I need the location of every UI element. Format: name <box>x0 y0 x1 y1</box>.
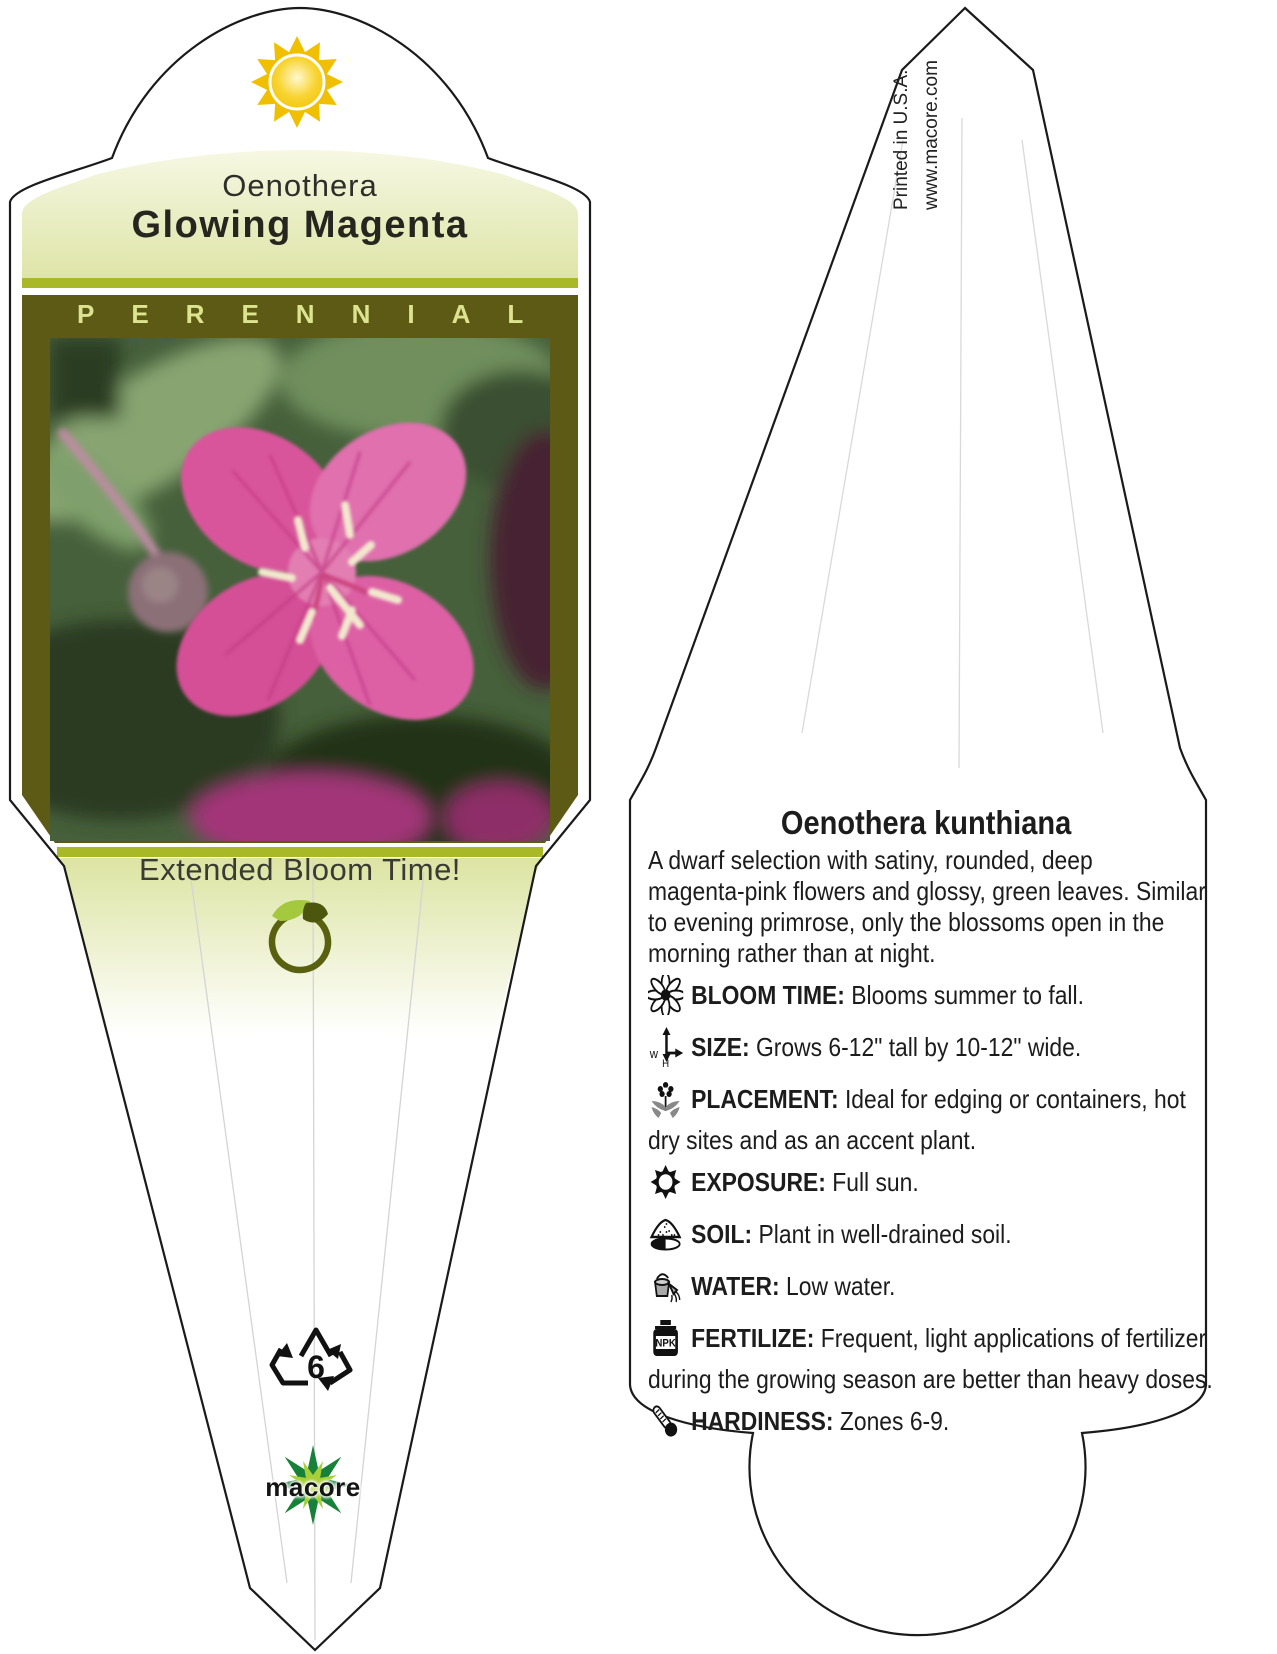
water-icon <box>648 1266 683 1306</box>
soil-icon <box>648 1214 683 1254</box>
care-item-fertilize <box>648 1312 1207 1364</box>
care-item-bloom-time <box>648 969 1204 1021</box>
care-value: Ideal for edging or containers, hot <box>844 1083 1186 1114</box>
care-label: SIZE: <box>691 1031 750 1062</box>
back-heading: Oenothera kunthiana <box>780 804 1072 841</box>
care-label: FERTILIZE: <box>691 1322 815 1353</box>
care-value: Zones 6-9. <box>839 1405 950 1436</box>
printed-in-text: Printed in U.S.A. <box>891 69 912 210</box>
care-item-size <box>648 1021 1204 1073</box>
brand-name: macore <box>265 1472 361 1502</box>
care-label: WATER: <box>691 1270 780 1301</box>
care-value: Full sun. <box>832 1166 919 1197</box>
variety-title: Glowing Magenta <box>131 204 469 246</box>
care-item-exposure <box>648 1156 1204 1208</box>
care-continuation: dry sites and as an accent plant. <box>648 1125 977 1155</box>
recycle-code: 6 <box>307 1349 325 1385</box>
accent-stripe-top <box>22 278 578 288</box>
care-value: Plant in well-drained soil. <box>758 1218 1012 1249</box>
bloom-time-icon <box>648 975 683 1015</box>
hardiness-icon <box>648 1401 683 1441</box>
care-item-water <box>648 1260 1204 1312</box>
website-text: www.macore.com <box>921 60 942 210</box>
care-item-hardiness <box>648 1395 1204 1447</box>
front-tag <box>0 8 600 1650</box>
description-line: morning rather than at night. <box>648 938 936 968</box>
size-icon-h: H <box>662 1058 670 1067</box>
care-continuation: during the growing season are better than heavy doses. <box>648 1364 1213 1394</box>
care-label: HARDINESS: <box>691 1405 834 1436</box>
care-label: SOIL: <box>691 1218 753 1249</box>
care-value: Low water. <box>786 1270 896 1301</box>
tagline-text: Extended Bloom Time! <box>139 852 461 887</box>
exposure-icon <box>648 1162 683 1202</box>
placement-icon <box>648 1079 683 1119</box>
care-info-panel <box>648 800 1213 1447</box>
care-value: Blooms summer to fall. <box>851 979 1084 1010</box>
npk-label: NPK <box>655 1338 676 1350</box>
size-icon-w: w <box>649 1046 659 1062</box>
care-item-soil <box>648 1208 1204 1260</box>
care-label: PLACEMENT: <box>691 1083 839 1114</box>
care-item-placement <box>648 1073 1204 1125</box>
flower-photo <box>0 304 600 863</box>
fertilize-icon <box>648 1318 683 1358</box>
description-line: A dwarf selection with satiny, rounded, deep <box>648 845 1093 875</box>
description-line: magenta-pink flowers and glossy, green leaves. Similar <box>648 876 1206 906</box>
care-value: Frequent, light applications of fertilizer <box>820 1322 1207 1353</box>
care-label: BLOOM TIME: <box>691 979 845 1010</box>
care-label: EXPOSURE: <box>691 1166 826 1197</box>
size-icon <box>648 1027 683 1067</box>
description-line: to evening primrose, only the blossoms open in the <box>648 907 1165 937</box>
category-banner-text: PERENNIAL <box>77 299 561 329</box>
care-value: Grows 6-12" tall by 10-12" wide. <box>755 1031 1082 1062</box>
genus-title: Oenothera <box>222 168 378 203</box>
